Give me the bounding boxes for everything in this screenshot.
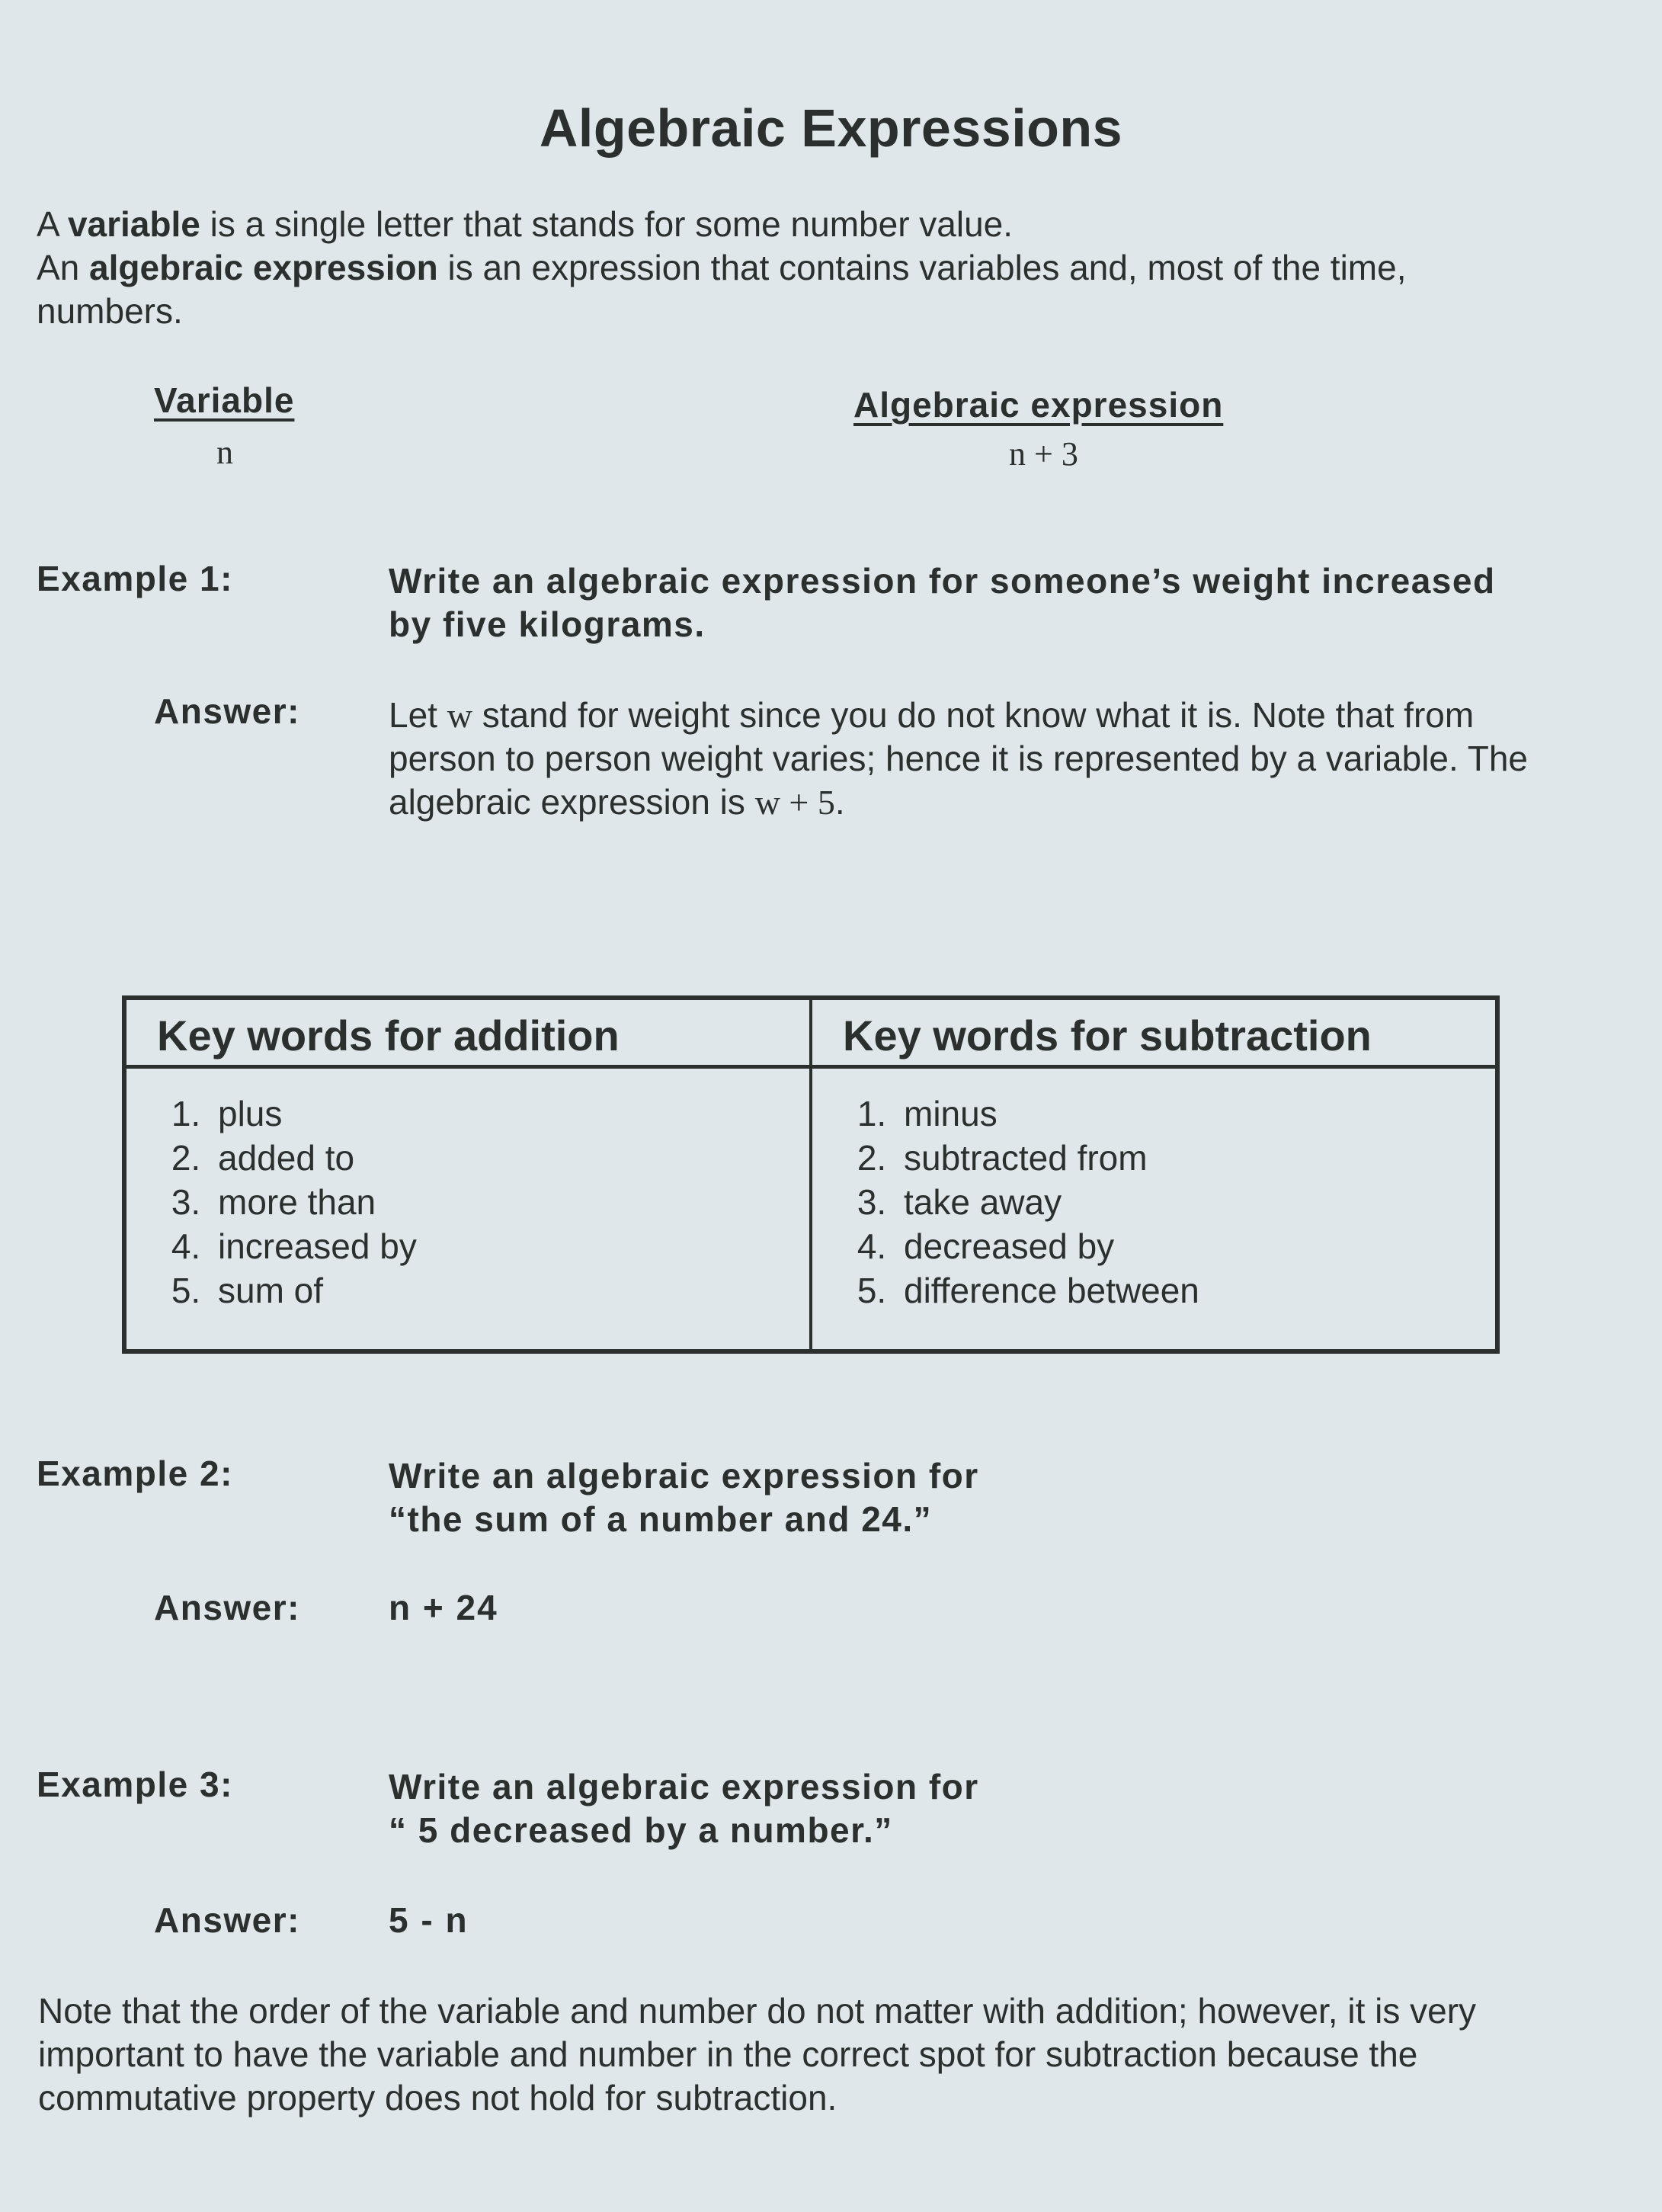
example3-question: Write an algebraic expression for “ 5 decreased by a number.” — [389, 1767, 979, 1850]
variable-example: n — [216, 434, 233, 471]
page-title: Algebraic Expressions — [539, 98, 1123, 158]
subtraction-column — [811, 1067, 1497, 1352]
example2-question: Write an algebraic expression for “the sum of a number and 24.” — [389, 1456, 979, 1539]
example3-answer: 5 - n — [389, 1900, 469, 1940]
intro-text — [37, 203, 1561, 333]
example3-label: Example 3: — [37, 1765, 233, 1804]
list-item: 5. difference between — [896, 1268, 1465, 1313]
list-item: 5. sum of — [210, 1268, 779, 1313]
list-item: 3. more than — [210, 1180, 779, 1224]
example2-answer-label: Answer: — [154, 1588, 300, 1627]
list-item: 4. decreased by — [896, 1224, 1465, 1268]
example1-answer-label: Answer: — [154, 691, 300, 731]
example1-question: Write an algebraic expression for someone’s weight increased by five kilograms. — [389, 561, 1496, 644]
example2-answer: n + 24 — [389, 1588, 498, 1627]
example1-label: Example 1: — [37, 559, 233, 598]
list-item: 2. subtracted from — [896, 1136, 1465, 1180]
subtraction-list — [841, 1092, 1465, 1313]
variable-heading: Variable — [154, 380, 295, 420]
list-item: 3. take away — [896, 1180, 1465, 1224]
example3-answer-label: Answer: — [154, 1900, 300, 1940]
subtraction-header: Key words for subtraction — [811, 998, 1497, 1067]
example1-answer: Let w stand for weight since you do not know what it is. Note that from person to person weight varies; hence it is represented by a variable. The algebraic expression is w + 5. — [389, 695, 1528, 822]
intro-line-expression: An algebraic expression is an expression that contains variables and, most of the time, numbers. — [37, 248, 1407, 331]
closing-note: Note that the order of the variable and number do not matter with addition; however, it is very important to have the variable and number in the correct spot for subtraction because the commutative property does not hold for subtraction. — [38, 1991, 1477, 2117]
addition-list — [155, 1092, 779, 1313]
expression-example: n + 3 — [1009, 435, 1078, 473]
expression-heading: Algebraic expression — [853, 385, 1224, 425]
addition-column — [124, 1067, 811, 1352]
intro-line-variable: A variable is a single letter that stands for some number value. — [37, 204, 1014, 244]
list-item: 1. minus — [896, 1092, 1465, 1136]
keywords-table — [122, 995, 1500, 1354]
example2-label: Example 2: — [37, 1454, 233, 1493]
list-item: 2. added to — [210, 1136, 779, 1180]
list-item: 4. increased by — [210, 1224, 779, 1268]
addition-header: Key words for addition — [124, 998, 811, 1067]
list-item: 1. plus — [210, 1092, 779, 1136]
